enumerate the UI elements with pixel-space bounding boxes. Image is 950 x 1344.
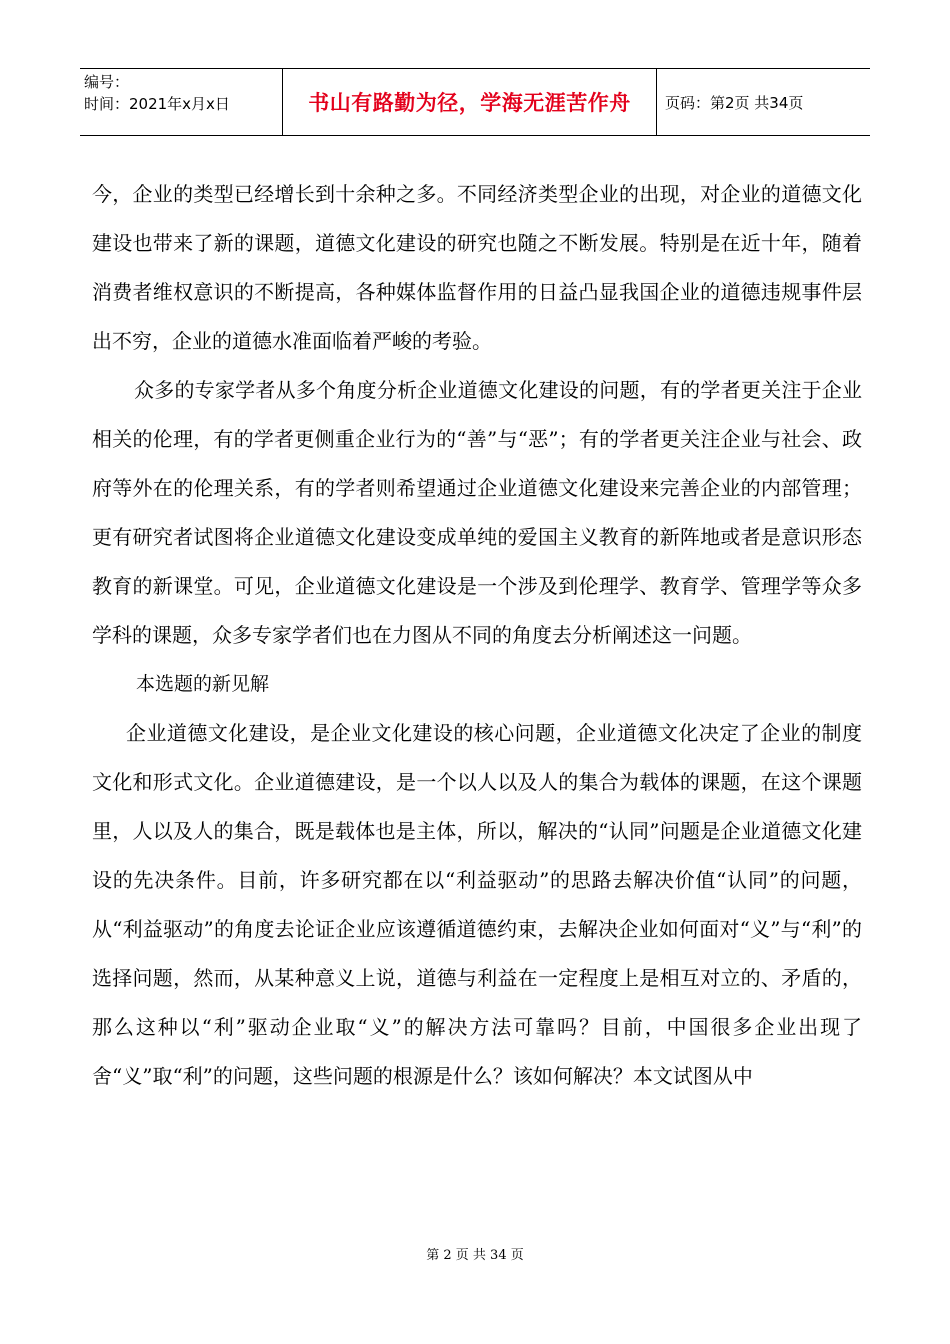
- header-page-info: 页码：第2页 共34页: [665, 93, 804, 112]
- page-footer: 第 2 页 共 34 页: [426, 1248, 524, 1263]
- paragraph-3: 企业道德文化建设，是企业文化建设的核心问题，企业道德文化决定了企业的制度文化和形式文化。企业道德建设，是一个以人以及人的集合为载体的课题，在这个课题里，人以及人的集合，既是载体也是主体，所以，解决的“认同”问题是企业道德文化建设的先决条件。目前，许多研究都在以“利益驱动”的思路去解决价值“认同”的问题，从“利益驱动”的角度去论证企业应该遵循道德约束，去解决企业如何面对“义”与“利”的选择问题，然而，从某种意义上说，道德与利益在一定程度上是相互对立的、矛盾的，那么这种以“利”驱动企业取“义”的解决方法可靠吗？目前，中国很多企业出现了舍“义”取“利”的问题，这些问题的根源是什么？该如何解决？本文试图从中: [92, 721, 862, 1088]
- paragraph-1: 今，企业的类型已经增长到十余种之多。不同经济类型企业的出现，对企业的道德文化建设也带来了新的课题，道德文化建设的研究也随之不断发展。特别是在近十年，随着消费者维权意识的不断提高，各种媒体监督作用的日益凸显我国企业的道德违规事件层出不穷，企业的道德水准面临着严峻的考验。: [92, 182, 862, 353]
- document-number-label: 编号：: [84, 73, 130, 91]
- header-meta: [80, 69, 283, 135]
- document-time-label: 时间：2021年x月x日: [84, 95, 230, 113]
- section-subheading: 本选题的新见解: [136, 673, 270, 695]
- document-body: [92, 170, 862, 1101]
- paragraph-2: 众多的专家学者从多个角度分析企业道德文化建设的问题，有的学者更关注于企业相关的伦理，有的学者更侧重企业行为的“善”与“恶”；有的学者更关注企业与社会、政府等外在的伦理关系，有的学者则希望通过企业道德文化建设来完善企业的内部管理；更有研究者试图将企业道德文化建设变成单纯的爱国主义教育的新阵地或者是意识形态教育的新课堂。可见，企业道德文化建设是一个涉及到伦理学、教育学、管理学等众多学科的课题，众多专家学者们也在力图从不同的角度去分析阐述这一问题。: [92, 378, 862, 647]
- header-motto: 书山有路勤为径，学海无涯苦作舟: [283, 69, 657, 135]
- page-header: [80, 68, 870, 136]
